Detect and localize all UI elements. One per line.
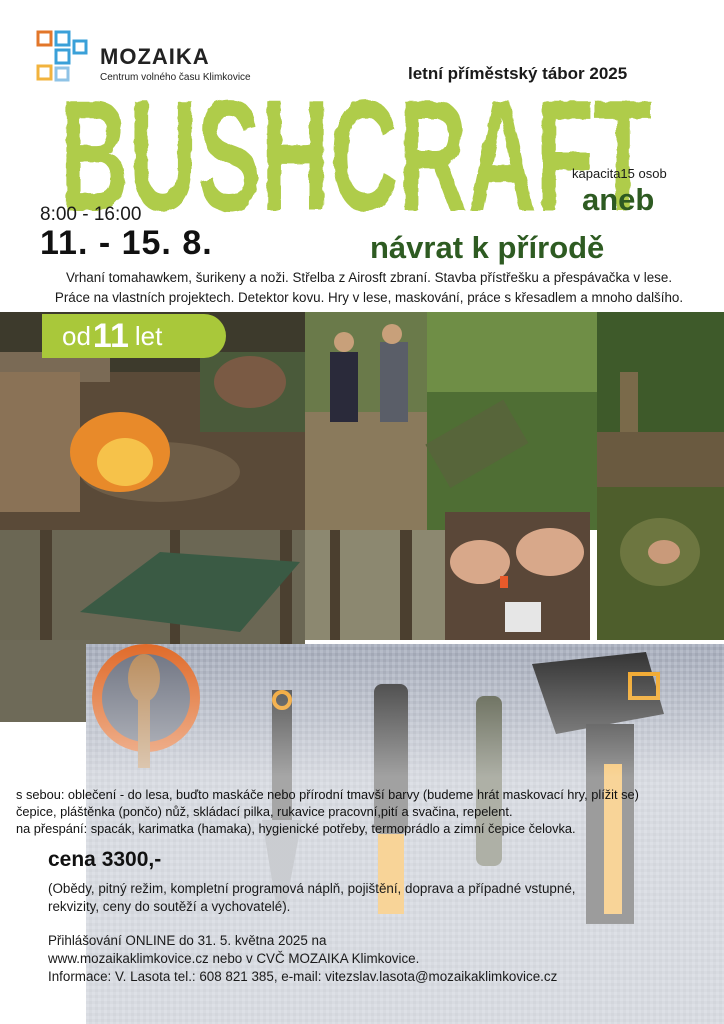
packing-line: na přespání: spacák, karimatka (hamaka), hygienické potřeby, termoprádlo a zimní čepice čelovka. bbox=[16, 821, 576, 836]
includes-line: rekvizity, ceny do soutěží a vychovatelé). bbox=[48, 899, 291, 914]
age-badge bbox=[42, 314, 226, 358]
crawling-camouflage-photo bbox=[597, 487, 724, 640]
description-line: Vrhaní tomahawkem, šurikeny a noži. Střelba z Airosft zbraní. Stavba přístřešku a přespávačka v lese. bbox=[65, 270, 673, 285]
page-title bbox=[56, 82, 656, 232]
aneb-label: aneb bbox=[582, 182, 655, 217]
camp-subtitle: letní příměstský tábor 2025 bbox=[408, 64, 628, 83]
registration-info bbox=[48, 932, 557, 986]
fire-starter-photo bbox=[445, 512, 590, 640]
age-suffix: let bbox=[134, 320, 163, 351]
packing-line: čepice, pláštěnka (pončo) nůž, skládací pilka, rukavice pracovní,pití a svačina, repelent. bbox=[16, 804, 513, 819]
forest-hike-photo bbox=[597, 312, 724, 487]
includes-line: (Obědy, pitný režim, kompletní programová náplň, pojištění, doprava a případné vstupné, bbox=[48, 881, 576, 896]
price-includes bbox=[48, 880, 576, 916]
mozaika-logo-icon bbox=[36, 30, 88, 82]
registration-line: Informace: V. Lasota tel.: 608 821 385, e-mail: vitezslav.lasota@mozaikaklimkovice.cz bbox=[48, 969, 558, 984]
logo-name: MOZAIKA bbox=[100, 44, 210, 69]
title-text: BUSHCRAFT bbox=[60, 82, 652, 232]
description-line: Práce na vlastních projektech. Detektor kovu. Hry v lese, maskování, práce s křesadlem a mnoho dalšího. bbox=[54, 290, 684, 305]
logo-subtitle: Centrum volného času Klimkovice bbox=[100, 72, 251, 83]
age-number: 11 bbox=[92, 316, 129, 355]
registration-line: www.mozaikaklimkovice.cz nebo v CVČ MOZAIKA Klimkovice. bbox=[48, 951, 420, 966]
age-prefix: od bbox=[62, 320, 91, 351]
tagline: návrat k přírodě bbox=[370, 230, 605, 265]
packing-list bbox=[16, 786, 639, 837]
registration-line: Přihlášování ONLINE do 31. 5. května 2025 na bbox=[48, 933, 327, 948]
metal-detector-photo bbox=[305, 312, 427, 530]
camouflage-photo bbox=[425, 312, 597, 530]
forest-trail-photo bbox=[305, 530, 445, 640]
activity-description bbox=[24, 268, 714, 308]
date-range: 11. - 15. 8. bbox=[40, 224, 213, 262]
time-range: 8:00 - 16:00 bbox=[40, 204, 142, 225]
price: cena 3300,- bbox=[48, 848, 162, 871]
packing-line: s sebou: oblečení - do lesa, buďto maskáče nebo přírodní tmavší barvy (budeme hrát maskovací hry, plížit se) bbox=[16, 787, 639, 802]
capacity-label: kapacita15 osob bbox=[572, 166, 667, 181]
